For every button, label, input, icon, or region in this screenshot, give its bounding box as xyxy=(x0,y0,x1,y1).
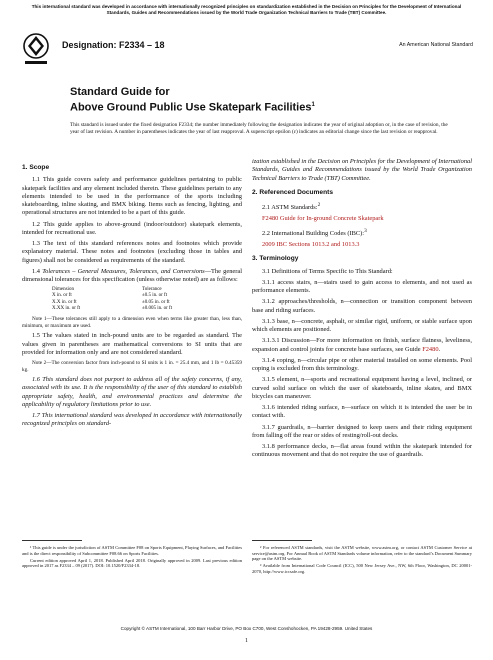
para-2-2 xyxy=(252,227,472,238)
tolerance-cell: ±0.005 in. or ft xyxy=(142,305,173,311)
footnote-1: ¹ This guide is under the jurisdiction of ASTM Committee F08 on Sports Equipment, Playing Surfaces, and Facilities and is the direct responsibility of Subcommittee F08.66 on Sports Facilities. xyxy=(22,545,242,556)
ref-f2480-link[interactable]: F2480 Guide for In-ground Concrete Skatepark xyxy=(262,215,384,223)
f2480-inline-link[interactable]: F2480 xyxy=(422,345,439,353)
footnote-1-edition: Current edition approved April 1, 2018. Published April 2018. Originally approved in 2009. Last previous edition approved in 2017 as F2334 – 09 (2017). DOI: 10.1520/F2334-18. xyxy=(22,557,242,569)
para-3-1-8: 3.1.8 performance decks, n—flat areas found within the skatepark intended for continuous movement and that do not require the use of guardrails. xyxy=(252,443,472,459)
page-number: 1 xyxy=(245,638,248,644)
copyright-footer: Copyright © ASTM International, 100 Barr Harbor Drive, PO Box C700, West Conshohocken, PA 19428-2959. United States xyxy=(120,626,373,631)
footnote-divider-left xyxy=(22,540,82,541)
para-2-1 xyxy=(252,201,472,212)
para-2-2-sup: 3 xyxy=(364,227,367,234)
para-1-4-text: —The general dimensional tolerances for this specification (unless otherwise noted) are as follows: xyxy=(22,267,242,283)
right-column xyxy=(252,158,472,463)
para-1-4 xyxy=(22,268,242,285)
para-3-1-3: 3.1.3 base, n—concrete, asphalt, or similar rigid, uniform, or stable surface upon which elements are positioned. xyxy=(252,317,472,333)
para-3-1-3-1-end: . xyxy=(438,345,441,353)
title-line-1: Standard Guide for xyxy=(70,86,170,98)
tolerance-cell: X in. or ft xyxy=(52,293,72,299)
tolerance-cell: ±0.05 in. or ft xyxy=(142,299,170,305)
tolerance-table xyxy=(22,287,242,312)
para-3-1: 3.1 Definitions of Terms Specific to This Standard: xyxy=(262,267,393,275)
para-1-7: 1.7 This international standard was developed in accordance with internationally recognized principles on standard- xyxy=(22,412,242,428)
para-3-1-3-1 xyxy=(252,337,472,354)
tolerance-col-dimension: Dimension xyxy=(52,287,74,293)
designation: Designation: F2334 – 18 xyxy=(62,40,165,50)
para-1-4-title: Tolerances – General Measures, Tolerances, and Conversions xyxy=(42,267,205,275)
para-1-1: 1.1 This guide covers safety and performance guidelines pertaining to public skatepark facilities and any element included therein. These guidelines pertain to any elements intended to be used in the performance of the sports including skateboarding, inline skating, and BMX biking. Items such as fencing, lighting, and operational structures are not intended to be a part of this guide. xyxy=(22,176,242,217)
tolerance-cell: X.X in. or ft xyxy=(52,299,77,305)
tolerance-cell: X.XX in. or ft xyxy=(52,305,81,311)
para-3-1-3-1-text: 3.1.3.1 Discussion—For more information on finish, surface flatness, leveliness, expansion and control joints for concrete base surfaces, see Guide xyxy=(252,337,472,353)
issuance-statement: This standard is issued under the fixed designation F2334; the number immediately following the designation indicates the year of original adoption or, in the case of revision, the year of last revision. A number in parentheses indicates the year of last reapproval. A superscript epsilon (ε) indicates an editorial change since the last revision or reapproval. xyxy=(70,122,448,135)
para-1-3: 1.3 The text of this standard references notes and footnotes which provide explanatory material. These notes and footnotes (excluding those in tables and figures) shall not be considered as requirements of the standard. xyxy=(22,240,242,264)
para-2-2-text: 2.2 International Building Codes (IBC): xyxy=(262,229,365,237)
para-3-1-1: 3.1.1 access stairs, n—stairs used to gain access to elements, and not used as performance elements. xyxy=(252,278,472,294)
note-1: Note 1—These tolerances still apply to a dimension even when terms like greater than, less than, minimum, or maximum are used. xyxy=(22,316,242,329)
para-2-1-sup: 2 xyxy=(317,202,321,208)
section-1-heading: 1. Scope xyxy=(22,164,50,171)
footnote-3: ³ Available from International Code Council (ICC), 500 New Jersey Ave., NW, 6th Floor, Washington, DC 20001-2070, http://www.iccsafe.org. xyxy=(252,563,472,574)
para-1-5: 1.5 The values stated in inch-pound units are to be regarded as standard. The values given in parentheses are mathematical conversions to SI units that are provided for information only and are not considered standard. xyxy=(22,332,242,356)
para-3-1-4: 3.1.4 coping, n—circular pipe or other material installed on some elements. Pool coping is excluded from this terminology. xyxy=(252,356,472,372)
para-1-4-num: 1.4 xyxy=(32,267,43,275)
section-2-heading: 2. Referenced Documents xyxy=(252,188,333,196)
left-column xyxy=(22,158,242,432)
para-3-1-2: 3.1.2 approaches/thresholds, n—connection or transition component between base and riding surfaces. xyxy=(252,298,472,314)
footnote-divider-right xyxy=(252,540,312,541)
footnotes-left xyxy=(22,545,242,570)
astm-logo-icon xyxy=(22,32,50,68)
para-1-2: 1.2 This guide applies to above-ground (indoor/outdoor) skatepark elements, intended for recreational use. xyxy=(22,220,242,236)
title-line-2: Above Ground Public Use Skatepark Facilities xyxy=(70,101,312,114)
ref-ibc-link[interactable]: 2009 IBC Sections 1013.2 and 1013.3 xyxy=(262,241,360,248)
tolerance-col-tolerance: Tolerance xyxy=(142,287,162,293)
title-footnote-mark: 1 xyxy=(311,102,315,108)
para-2-1-text: 2.1 ASTM Standards: xyxy=(262,204,318,212)
footnote-2: ² For referenced ASTM standards, visit the ASTM website, www.astm.org, or contact ASTM Customer Service at service@astm.org. For Annual Book of ASTM Standards volume information, refer to the standard’s Document Summary page on the ASTM website. xyxy=(252,545,472,562)
document-title xyxy=(70,86,450,115)
tolerance-row xyxy=(22,306,242,312)
section-3-heading: 3. Terminology xyxy=(252,255,299,263)
tolerance-cell: ±0.5 in. or ft xyxy=(142,293,168,299)
standards-notice: This international standard was developed in accordance with internationally recognized principles on standardization established in the Decision on Principles for the Development of International Standards, Guides and Recommendations issued by the World Trade Organization Technical Barriers to Trade (TBT) Committee. xyxy=(31,4,462,15)
note-2: Note 2—The conversion factor from inch-pound to SI units is 1 in. = 25.4 mm, and 1 lb = 0.45359 kg. xyxy=(22,360,242,373)
para-1-6: 1.6 This standard does not purport to address all of the safety concerns, if any, associated with its use. It is the responsibility of the user of this standard to establish appropriate safety, health, and environmental practices and determine the applicability of regulatory limitations prior to use. xyxy=(22,376,242,408)
para-3-1-5: 3.1.5 element, n—sports and recreational equipment having a level, inclined, or curved solid surface on which the user of skateboards, inline skates, and BMX bicycles can maneuver. xyxy=(252,376,472,400)
national-standard-label: An American National Standard xyxy=(399,42,473,48)
footnotes-right xyxy=(252,545,472,576)
para-3-1-6: 3.1.6 intended riding surface, n—surface on which it is intended the user be in contact with. xyxy=(252,404,472,420)
title-line-2-wrap xyxy=(70,99,450,115)
para-1-7-continued: ization established in the Decision on Principles for the Development of International Standards, Guides and Recommendations issued by the World Trade Organization Technical Barriers to Trade (TBT) Committee. xyxy=(252,158,472,182)
para-3-1-7: 3.1.7 guardrails, n—barrier designed to keep users and their riding equipment from falling off the rear or sides of resting/roll-out decks. xyxy=(252,423,472,439)
